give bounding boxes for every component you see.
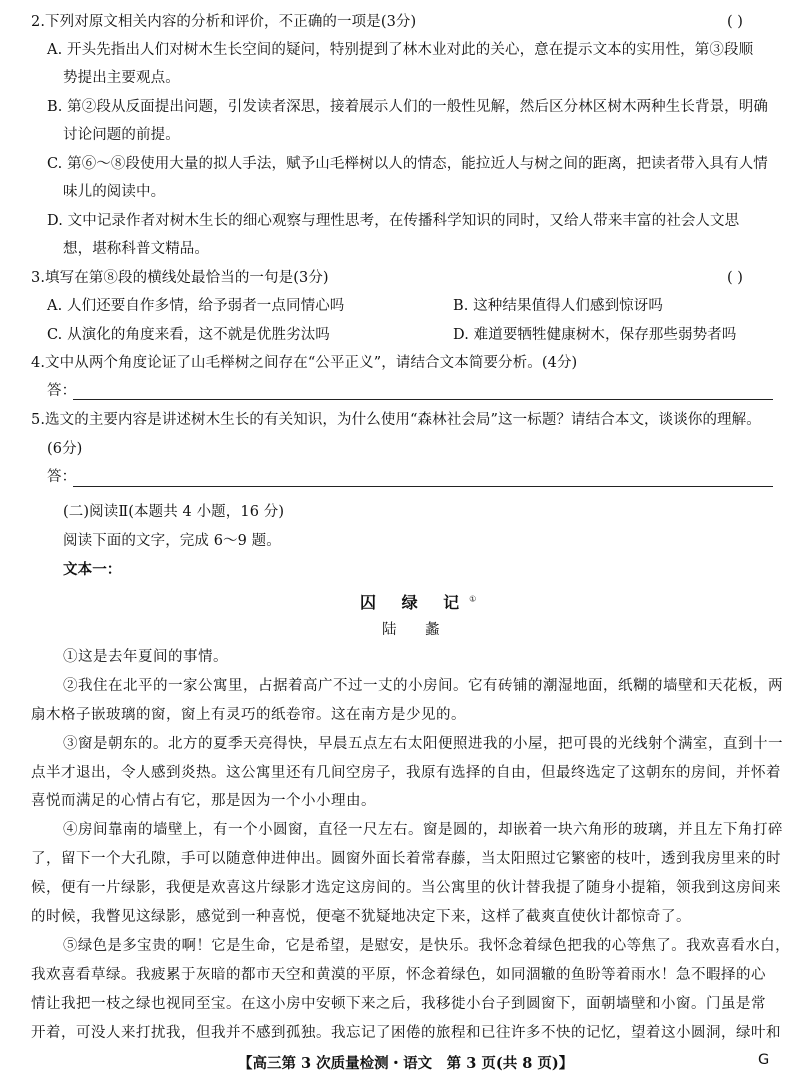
- essay-line: ③窗是朝东的。北方的夏季天亮得快，早晨五点左右太阳便照进我的小屋，把可畏的光线射个满室，直到十一: [63, 736, 783, 752]
- q3-option-a: A. 人们还要自作多情，给予弱者一点同情心吗: [47, 298, 345, 314]
- q2-option-c-line2: 味儿的阅读中。: [63, 184, 166, 200]
- essay-line: ②我住在北平的一家公寓里，占据着高广不过一丈的小房间。它有砖铺的潮湿地面，纸糊的墙壁和天花板，两: [63, 678, 783, 694]
- q2-option-b-line1: B. 第②段从反面提出问题，引发读者深思，接着展示人们的一般性见解，然后区分林区树木两种生长背景，明确: [47, 99, 768, 115]
- text-one-label: 文本一：: [63, 561, 122, 578]
- q2-option-a-line1: A. 开头先指出人们对树木生长空间的疑问，特别提到了林木业对此的关心，意在提示文本的实用性，第③段顺: [47, 42, 754, 58]
- q3-stem: 3.填写在第⑧段的横线处最恰当的一句是(3分): [31, 270, 329, 286]
- q2-option-b-line2: 讨论问题的前提。: [63, 127, 180, 143]
- essay-line: 开着，可没人来打扰我，但我并不感到孤独。我忘记了困倦的旅程和已往许多不快的记忆，望着这小圆洞，绿叶和: [31, 1025, 781, 1041]
- section-instruction: 阅读下面的文字，完成 6～9 题。: [63, 533, 281, 549]
- page-footer: 【高三第 3 次质量检测・语文 第 3 页(共 8 页)】: [238, 1055, 574, 1072]
- q5-stem-line1: 5.选文的主要内容是讲述树木生长的有关知识，为什么使用“森林社会局”这一标题？请结合本文，谈谈你的理解。: [31, 412, 761, 428]
- essay-line: 喜悦而满足的心情占有它，那是因为一个小小理由。: [31, 793, 376, 809]
- q4-stem: 4.文中从两个角度论证了山毛榉树之间存在“公平正义”，请结合文本简要分析。(4分): [31, 355, 578, 371]
- essay-line: 候，便有一片绿影，我便是欢喜这片绿影才选定这房间的。当公寓里的伙计替我提了随身小提箱，领我到这房间来: [31, 880, 781, 896]
- essay-line: 情让我把一枝之绿也视同至宝。在这小房中安顿下来之后，我移徙小台子到圆窗下，面朝墙壁和小窗。门虽是常: [31, 996, 766, 1012]
- essay-line: 扇木格子嵌玻璃的窗，窗上有灵巧的纸卷帘。这在南方是少见的。: [31, 707, 466, 723]
- q4-answer-label: 答：: [47, 383, 77, 399]
- q5-stem-line2: (6分): [47, 441, 83, 457]
- q2-option-a-line2: 势提出主要观点。: [63, 70, 180, 86]
- essay-title: [360, 590, 476, 613]
- q3-option-c: C. 从演化的角度来看，这不就是优胜劣汰吗: [47, 327, 330, 343]
- q2-option-d-line1: D. 文中记录作者对树木生长的细心观察与理性思考，在传播科学知识的同时，又给人带来丰富的社会人文思: [47, 213, 740, 229]
- q5-answer-label: 答：: [47, 469, 77, 485]
- essay-line: 点半才退出，令人感到炎热。这公寓里还有几间空房子，我原有选择的自由，但最终选定了这朝东的房间，并怀着: [31, 765, 781, 781]
- essay-title-footnote: ①: [469, 594, 477, 604]
- q2-stem: 2.下列对原文相关内容的分析和评价，不正确的一项是(3分): [31, 14, 417, 30]
- q2-option-c-line1: C. 第⑥～⑧段使用大量的拟人手法，赋予山毛榉树以人的情态，能拉近人与树之间的距离，把读者带入具有人情: [47, 156, 768, 172]
- essay-line: 了，留下一个大孔隙，手可以随意伸进伸出。圆窗外面长着常春藤，当太阳照过它繁密的枝叶，透到我房里来的时: [31, 851, 781, 867]
- essay-line: ⑤绿色是多宝贵的啊！它是生命，它是希望，是慰安，是快乐。我怀念着绿色把我的心等焦了。我欢喜看水白，: [63, 938, 790, 954]
- q3-answer-paren: ( ): [727, 270, 743, 286]
- essay-title-text: 囚 绿 记: [360, 593, 470, 612]
- q4-answer-line[interactable]: [73, 399, 773, 400]
- essay-line: 的时候，我瞥见这绿影，感觉到一种喜悦，便毫不犹疑地决定下来，这样了截爽直使伙计都惊奇了。: [31, 909, 691, 925]
- section-heading: (二)阅读Ⅱ(本题共 4 小题，16 分): [63, 504, 285, 520]
- page-footer-mark: G: [758, 1052, 770, 1068]
- q5-answer-line[interactable]: [73, 486, 773, 487]
- q2-option-d-line2: 想，堪称科普文精品。: [63, 241, 209, 257]
- essay-line: 我欢喜看草绿。我疲累于灰暗的都市天空和黄漠的平原，怀念着绿色，如同涸辙的鱼盼等着雨水！急不暇择的心: [31, 967, 766, 983]
- essay-author: 陆 蠡: [382, 622, 452, 638]
- q3-option-d: D. 难道要牺牲健康树木，保存那些弱势者吗: [453, 327, 737, 343]
- q3-option-b: B. 这种结果值得人们感到惊讶吗: [453, 298, 663, 314]
- q2-answer-paren: ( ): [727, 14, 743, 30]
- essay-line: ①这是去年夏间的事情。: [63, 649, 228, 665]
- essay-line: ④房间靠南的墙壁上，有一个小圆窗，直径一尺左右。窗是圆的，却嵌着一块六角形的玻璃，并且左下角打碎: [63, 822, 783, 838]
